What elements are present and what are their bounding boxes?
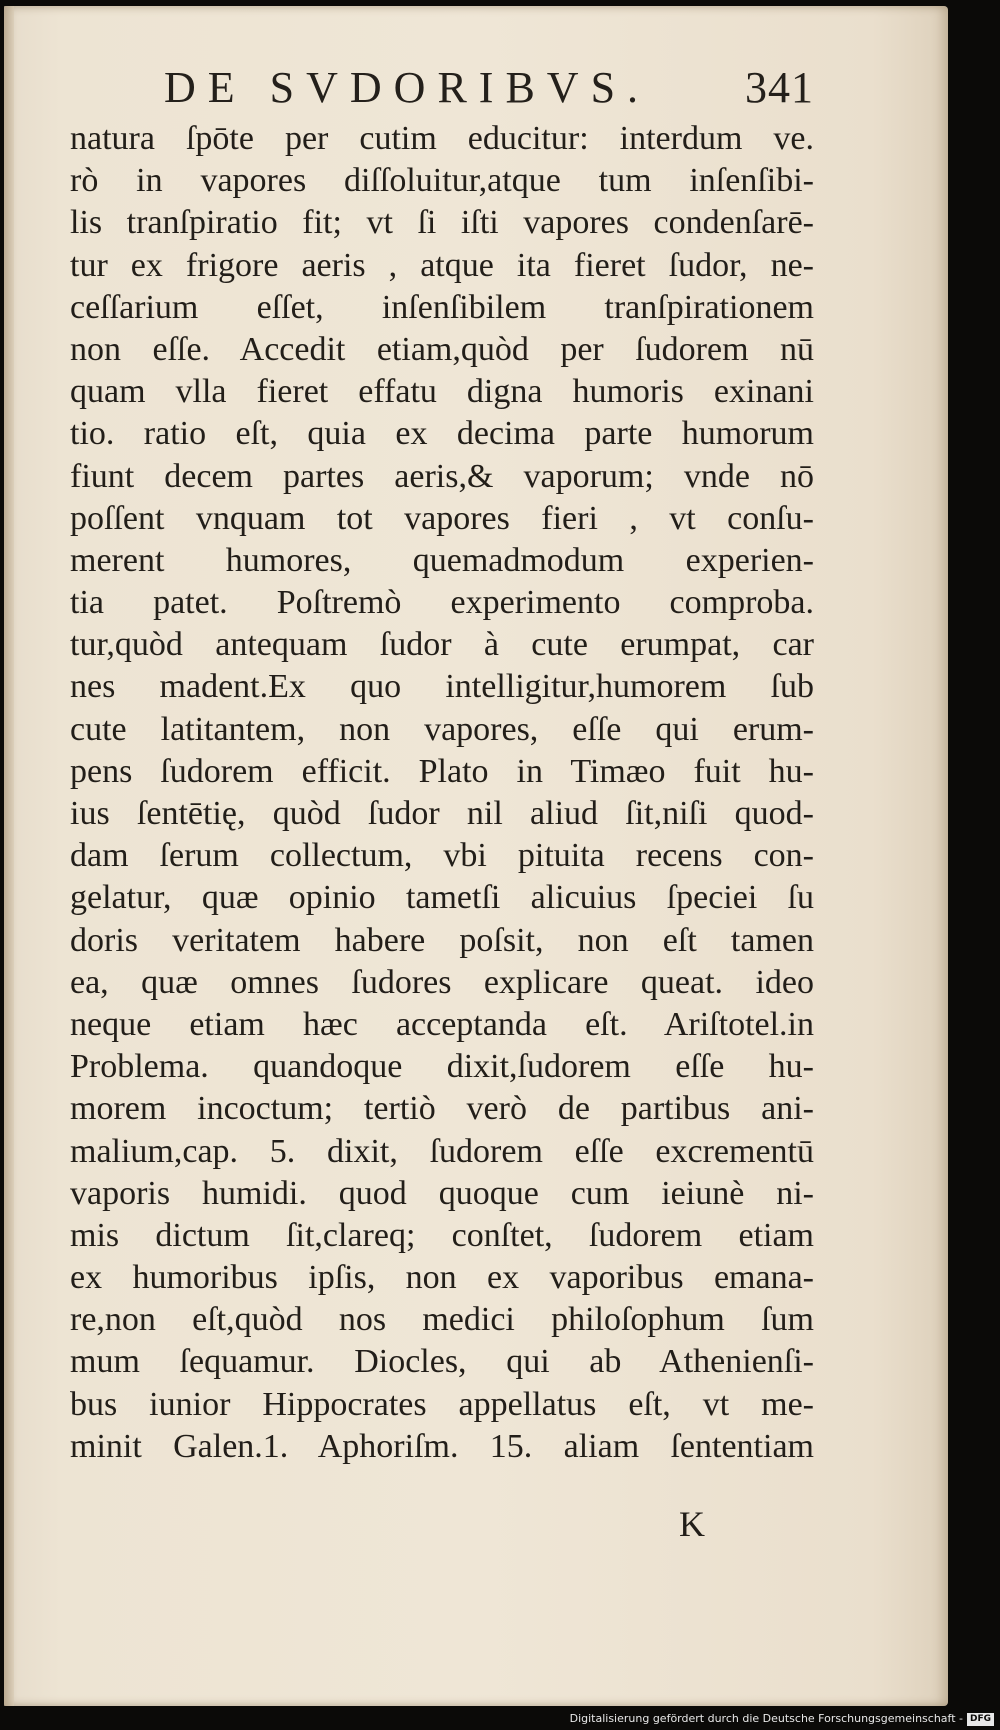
text-line: poſſent vnquam tot vapores fieri , vt conſu- [70, 499, 814, 537]
text-line: natura ſpōte per cutim educitur: interdum ve. [70, 120, 814, 157]
running-head [164, 58, 814, 118]
running-title: DE SVDORIBVS. [164, 63, 651, 112]
text-line: ea, quæ omnes ſudores explicare queat. ideo [70, 963, 814, 1001]
book-page [4, 6, 948, 1706]
text-line: neque etiam hæc acceptanda eſt. Ariſtotel.in [70, 1005, 814, 1043]
text-line: ex humoribus ipſis, non ex vaporibus emana- [70, 1259, 814, 1297]
text-line: malium,cap. 5. dixit, ſudorem eſſe excrementū [70, 1132, 814, 1170]
text-line: nes madent.Ex quo intelligitur,humorem ſub [70, 668, 814, 706]
text-line: tia patet. Poſtremò experimento comproba. [70, 584, 814, 622]
text-line: rò in vapores diſſoluitur,atque tum inſenſibi- [70, 162, 814, 200]
text-line: ceſſarium eſſet, inſenſibilem tranſpirationem [70, 288, 814, 326]
digitization-credit [570, 1711, 994, 1727]
text-line: tur,quòd antequam ſudor à cute erumpat, car [70, 626, 814, 664]
text-line: tur ex frigore aeris , atque ita fieret ſudor, ne- [70, 246, 814, 284]
text-line: gelatur, quæ opinio tametſi alicuius ſpeciei ſu [70, 879, 814, 917]
text-line: ius ſentētię, quòd ſudor nil aliud ſit,niſi quod- [70, 795, 814, 832]
text-line: cute latitantem, non vapores, eſſe qui erum- [70, 710, 814, 748]
credit-text: Digitalisierung gefördert durch die Deutsche Forschungsgemeinschaft - [569, 1712, 963, 1725]
text-line: pens ſudorem efficit. Plato in Timæo fuit hu- [70, 752, 814, 790]
text-line: Problema. quandoque dixit,ſudorem eſſe hu- [70, 1048, 814, 1086]
page-number: 341 [745, 63, 814, 112]
text-line: bus iunior Hippocrates appellatus eſt, vt me- [70, 1385, 814, 1423]
text-line: fiunt decem partes aeris,& vaporum; vnde nō [70, 457, 814, 495]
text-line: mum ſequamur. Diocles, qui ab Athenienſi- [70, 1343, 814, 1381]
text-line: morem incoctum; tertiò verò de partibus ani- [70, 1090, 814, 1128]
text-line: dam ſerum collectum, vbi pituita recens con- [70, 837, 814, 875]
catchword: K [679, 1504, 705, 1544]
dfg-logo: DFG [967, 1713, 994, 1726]
text-line: mis dictum ſit,clareq; conſtet, ſudorem etiam [70, 1216, 814, 1254]
body-text [70, 118, 814, 1468]
text-line: lis tranſpiratio fit; vt ſi iſti vapores condenſarē- [70, 204, 814, 242]
text-line: doris veritatem habere poſsit, non eſt tamen [70, 921, 814, 959]
page-gutter-shadow [4, 6, 14, 1706]
text-line: quam vlla fieret effatu digna humoris exinani [70, 373, 814, 411]
text-line: re,non eſt,quòd nos medici philoſophum ſum [70, 1301, 814, 1339]
text-line: minit Galen.1. Aphoriſm. 15. aliam ſententiam [70, 1427, 814, 1465]
text-line: vaporis humidi. quod quoque cum ieiunè ni- [70, 1174, 814, 1212]
text-line: non eſſe. Accedit etiam,quòd per ſudorem nū [70, 330, 814, 368]
text-line: tio. ratio eſt, quia ex decima parte humorum [70, 415, 814, 453]
text-line: merent humores, quemadmodum experien- [70, 541, 814, 579]
